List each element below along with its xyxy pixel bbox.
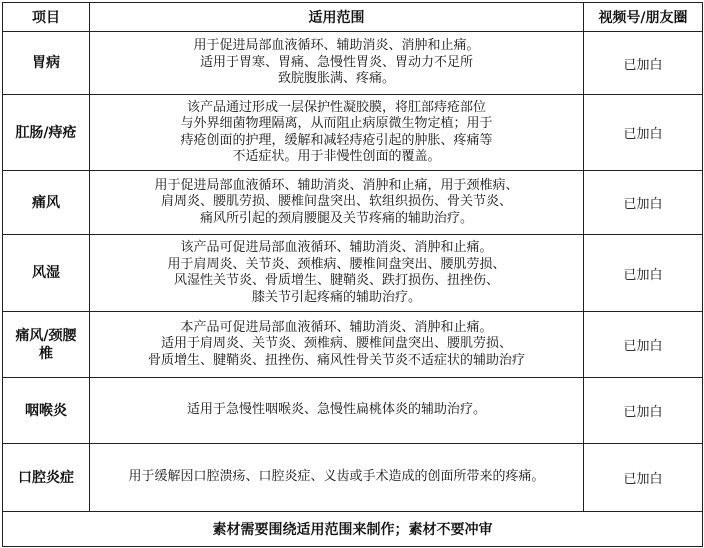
scope-line: 该产品可促进局部血液循环、辅助消炎、消肿和止痛。 <box>180 240 493 255</box>
scope-line: 不适症状。用于非慢性创面的覆盖。 <box>232 149 441 164</box>
row-item: 肛肠/痔疮 <box>3 95 90 171</box>
row-status: 已加白 <box>584 378 703 444</box>
row-item: 风湿 <box>3 235 90 312</box>
scope-line: 痛风所引起的颈肩腰腿及关节疼痛的辅助治疗。 <box>199 210 473 226</box>
scope-table <box>2 2 703 547</box>
row-scope <box>90 378 584 444</box>
scope-line: 该产品通过形成一层保护性凝胶膜，将肛部痔疮部位 <box>186 99 486 115</box>
table-row <box>3 171 703 235</box>
row-scope <box>90 32 584 95</box>
row-item-line: 痛风/颈腰 <box>15 327 77 344</box>
row-scope <box>90 95 584 171</box>
scope-line: 用于促进局部血液循环、辅助消炎、消肿和止痛，用于颈椎病、 <box>154 177 519 193</box>
table-row <box>3 95 703 171</box>
table-row <box>3 444 703 512</box>
row-scope <box>90 312 584 378</box>
scope-line: 适用于肩周炎、关节炎、颈椎病、腰椎间盘突出、腰肌劳损、 <box>160 336 512 352</box>
table-row <box>3 235 703 312</box>
scope-line: 痔疮创面的护理，缓解和减轻痔疮引起的肿胀、疼痛等 <box>180 132 493 148</box>
scope-line: 用于缓解因口腔溃疡、口腔炎症、义齿或手术造成的创面所带来的疼痛。 <box>128 469 545 485</box>
scope-line: 适用于胃寒、胃痛、急慢性胃炎、胃动力不足所 <box>199 54 473 70</box>
scope-line: 致脘腹胀满、疼痛。 <box>277 71 395 87</box>
row-status: 已加白 <box>584 32 703 95</box>
header-item: 项目 <box>3 3 90 32</box>
footer-note: 素材需要围绕适用范围来制作；素材不要冲审 <box>3 512 703 547</box>
row-scope <box>90 444 584 512</box>
table-row <box>3 378 703 444</box>
header-row <box>3 3 703 32</box>
row-item-line: 椎 <box>39 345 53 362</box>
scope-line: 肩周炎、腰肌劳损、腰椎间盘突出、软组织损伤、骨关节炎、 <box>160 194 512 210</box>
table-row <box>3 32 703 95</box>
header-scope: 适用范围 <box>90 3 584 32</box>
scope-line: 本产品可促进局部血液循环、辅助消炎、消肿和止痛。 <box>180 319 493 335</box>
row-scope <box>90 171 584 235</box>
row-status: 已加白 <box>584 235 703 312</box>
scope-line: 用于肩周炎、关节炎、颈椎病、腰椎间盘突出、腰肌劳损、 <box>167 256 506 272</box>
scope-line: 适用于急慢性咽喉炎、急慢性扁桃体炎的辅助治疗。 <box>186 402 486 418</box>
row-item: 口腔炎症 <box>3 444 90 512</box>
scope-line: 用于促进局部血液循环、辅助消炎、消肿和止痛。 <box>193 38 480 54</box>
scope-line: 风湿性关节炎、骨质增生、腱鞘炎、跌打损伤、扭挫伤、 <box>173 273 499 288</box>
row-item: 胃病 <box>3 32 90 95</box>
row-status: 已加白 <box>584 444 703 512</box>
table-row <box>3 312 703 378</box>
row-status: 已加白 <box>584 312 703 378</box>
row-status: 已加白 <box>584 171 703 235</box>
row-scope <box>90 235 584 312</box>
scope-line: 膝关节引起疼痛的辅助治疗。 <box>251 289 421 305</box>
row-status: 已加白 <box>584 95 703 171</box>
row-item: 痛风 <box>3 171 90 235</box>
scope-line: 骨质增生、腱鞘炎、扭挫伤、痛风性骨关节炎不适症状的辅助治疗 <box>147 352 525 368</box>
header-channel: 视频号/朋友圈 <box>584 3 703 32</box>
row-item <box>3 312 90 378</box>
footer-row <box>3 512 703 547</box>
scope-line: 与外界细菌物理隔离，从而阻止病原微生物定植；用于 <box>180 116 493 131</box>
row-item: 咽喉炎 <box>3 378 90 444</box>
